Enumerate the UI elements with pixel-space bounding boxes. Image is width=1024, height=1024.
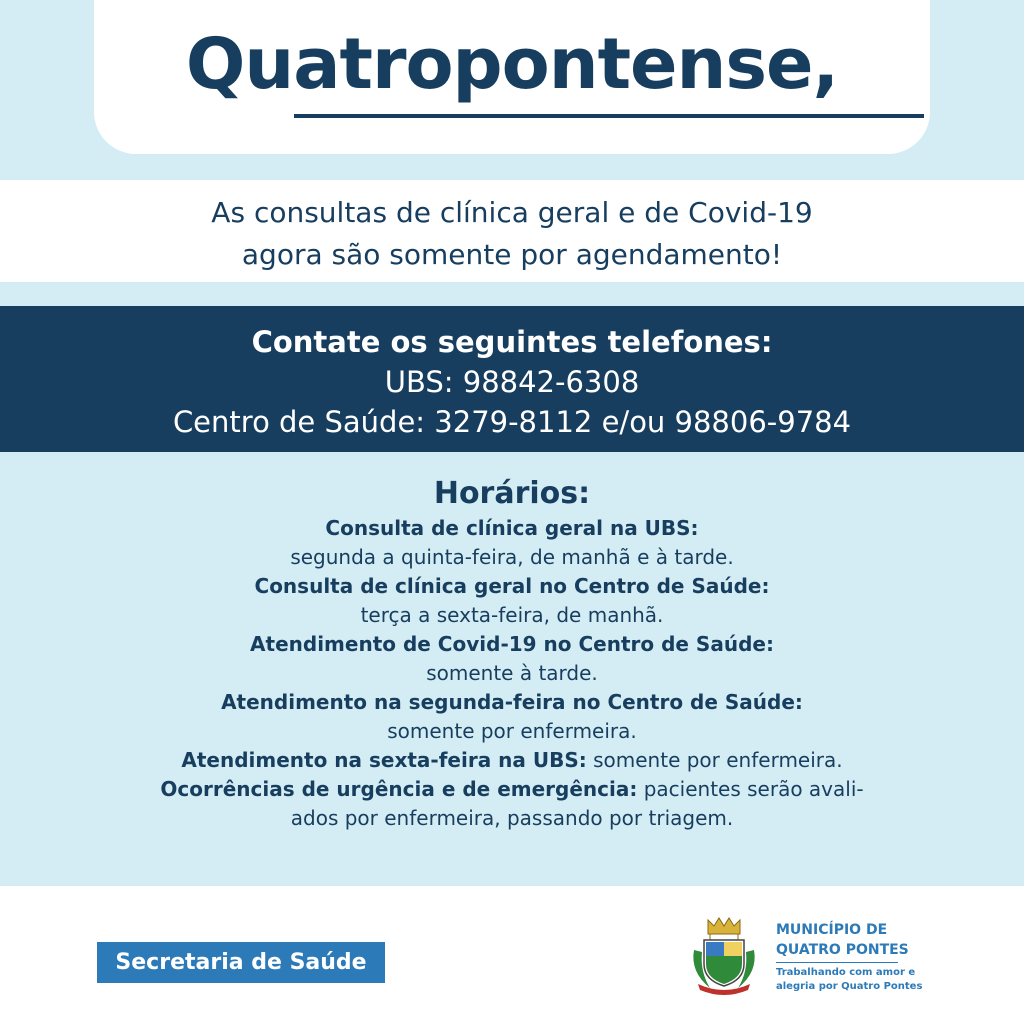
schedule-section <box>0 474 1024 833</box>
footer <box>0 886 1024 1024</box>
title-card <box>94 0 930 154</box>
schedule-inline-1 <box>0 746 1024 775</box>
tagline-line-1: Trabalhando com amor e <box>776 967 916 978</box>
municipio-line-2: QUATRO PONTES <box>776 942 909 958</box>
schedule-text-2: terça a sexta-feira, de manhã. <box>360 603 664 627</box>
schedule-text-3: somente à tarde. <box>426 661 598 685</box>
subtitle-line-2: agora são somente por agendamento! <box>241 238 783 271</box>
schedule-text-1: segunda a quinta-feira, de manhã e à tarde. <box>290 545 734 569</box>
schedule-text-4: somente por enfermeira. <box>387 719 637 743</box>
secretaria-badge: Secretaria de Saúde <box>97 942 385 983</box>
page-title: Quatropontense, <box>185 23 839 105</box>
title-underline <box>294 114 924 118</box>
schedule-inline-2-label: Ocorrências de urgência e de emergência: <box>160 777 638 801</box>
subtitle-line-1: As consultas de clínica geral e de Covid-19 <box>211 196 813 229</box>
municipio-tagline <box>776 966 922 994</box>
schedule-label-1: Consulta de clínica geral na UBS: <box>325 516 699 540</box>
coat-of-arms-icon <box>688 916 760 996</box>
schedule-label-2: Consulta de clínica geral no Centro de Saúde: <box>254 574 770 598</box>
schedule-inline-2 <box>0 775 1024 804</box>
municipio-line-1: MUNICÍPIO DE <box>776 922 888 938</box>
contact-heading: Contate os seguintes telefones: <box>251 325 773 359</box>
municipio-divider <box>776 962 898 963</box>
municipio-name <box>776 920 909 960</box>
schedule-inline-1-label: Atendimento na sexta-feira na UBS: <box>181 748 587 772</box>
schedule-inline-2-text: pacientes serão avali- <box>637 777 864 801</box>
tagline-line-2: alegria por Quatro Pontes <box>776 981 923 992</box>
schedule-label-3: Atendimento de Covid-19 no Centro de Saúde: <box>250 632 774 656</box>
contact-ubs: UBS: 98842-6308 <box>384 365 640 399</box>
subtitle-band <box>0 180 1024 282</box>
schedule-inline-1-text: somente por enfermeira. <box>586 748 843 772</box>
schedule-label-4: Atendimento na segunda-feira no Centro de Saúde: <box>221 690 803 714</box>
schedule-inline-2-cont: ados por enfermeira, passando por triagem. <box>290 806 734 830</box>
contact-band <box>0 306 1024 452</box>
schedule-title: Horários: <box>433 476 591 511</box>
subtitle <box>0 180 1024 276</box>
contact-centro: Centro de Saúde: 3279-8112 e/ou 98806-9784 <box>172 405 852 439</box>
